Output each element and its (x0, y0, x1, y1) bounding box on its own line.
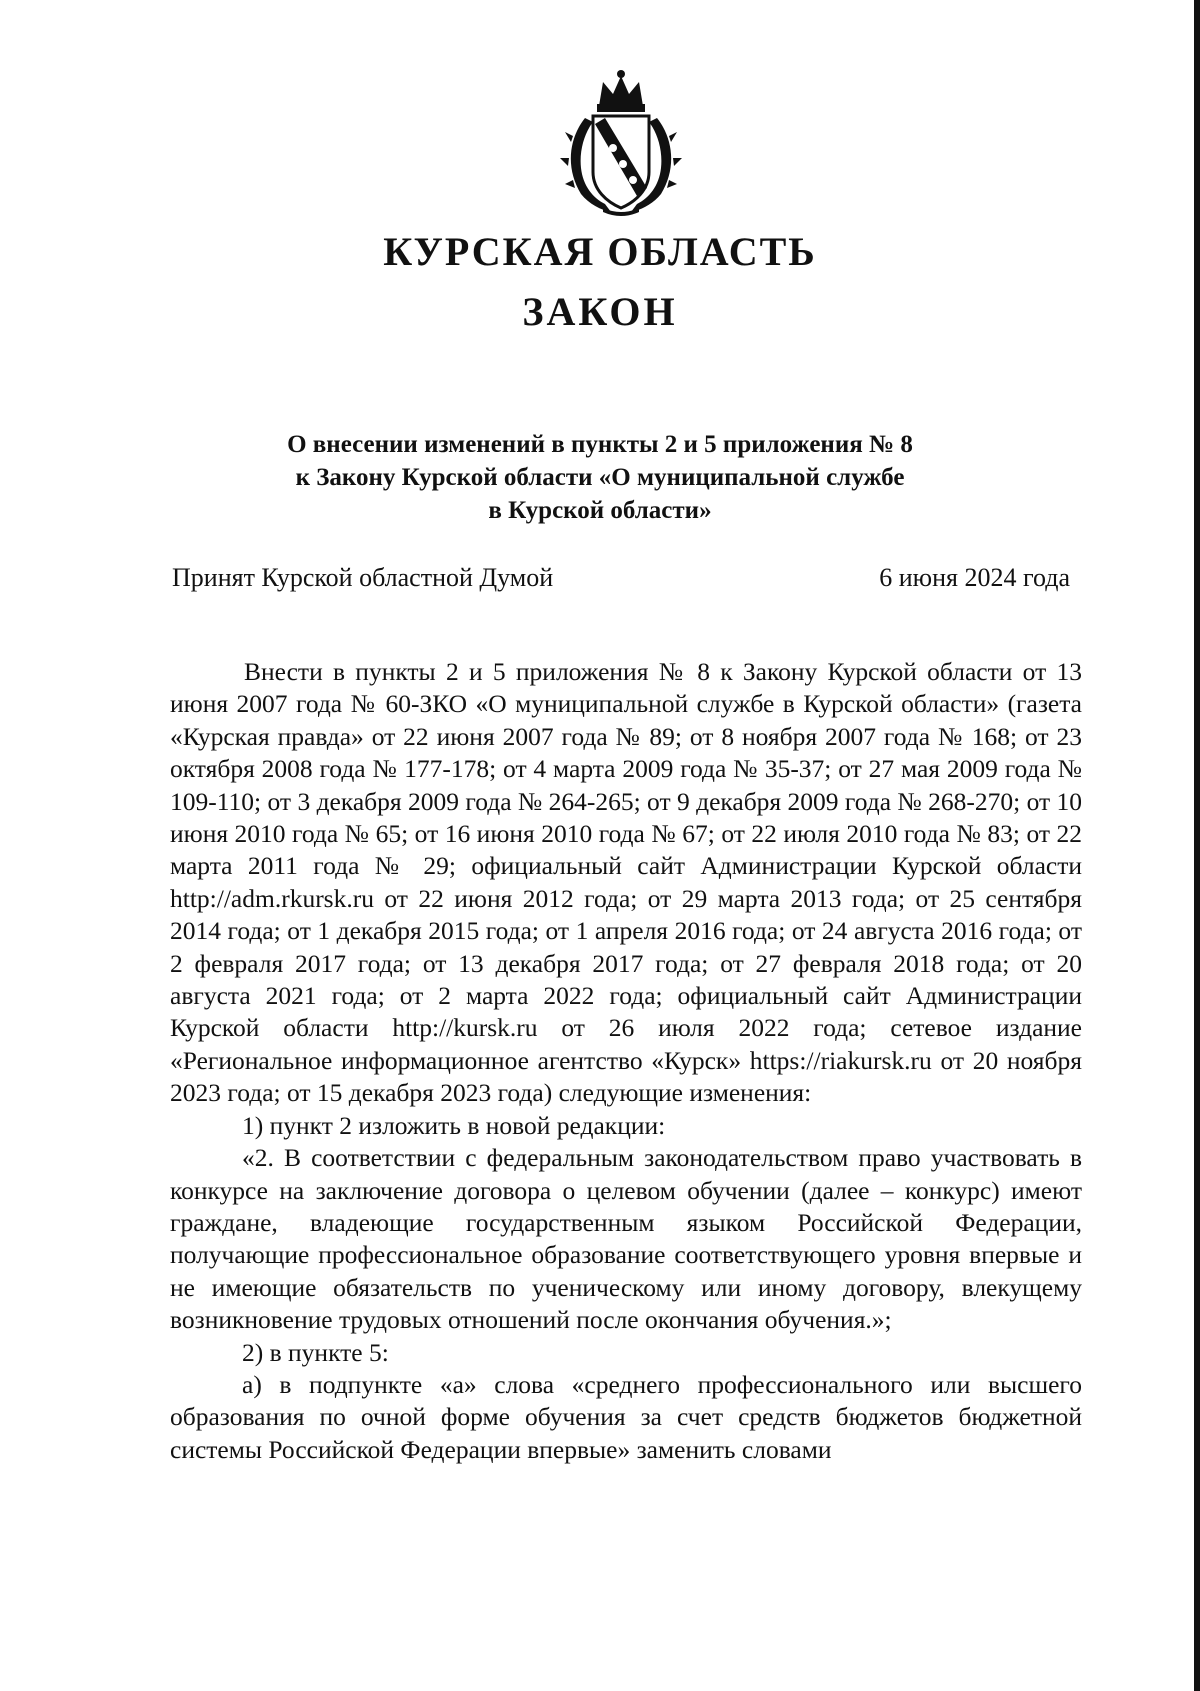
law-title-line: в Курской области» (488, 497, 712, 524)
amendment-item-2: 2) в пункте 5: (242, 1337, 389, 1367)
amendment-item-2a: а) в подпункте «а» слова «среднего профессионального или высшего образования по очной форме обучения за счет средств бюджетов бюджетной системы Российской Федерации впервые» заменить словами (170, 1369, 1082, 1464)
kursk-coat-of-arms-icon (555, 68, 687, 216)
amendment-item-1-text: «2. В соответствии с федеральным законодательством право участвовать в конкурсе на заключение договора о целевом обучении (далее – конкурс) имеют граждане, владеющие государственным языком Российской Федерации, получающие профессиональное образование соответствующего уровня впервые и не имеющие обязательств по ученическому или иному договору, влекущему возникновение трудовых отношений после окончания обучения.»; (170, 1143, 1082, 1335)
law-title-line: О внесении изменений в пункты 2 и 5 приложения № 8 (287, 431, 913, 458)
adoption-date: 6 июня 2024 года (879, 563, 1070, 592)
region-title: КУРСКАЯ ОБЛАСТЬ (383, 229, 817, 274)
law-body (170, 656, 1082, 1466)
adopted-by: Принят Курской областной Думой (172, 563, 554, 592)
law-title (180, 428, 1020, 527)
amendment-item-1: 1) пункт 2 изложить в новой редакции: (242, 1110, 666, 1140)
law-title-line: к Закону Курской области «О муниципальной службе (295, 464, 905, 491)
intro-paragraph: Внести в пункты 2 и 5 приложения № 8 к Закону Курской области от 13 июня 2007 года № 60-ЗКО «О муниципальной службе в Курской области» (газета «Курская правда» от 22 июня 2007 года № 89; от 8 ноября 2007 года № 168; от 23 октября 2008 года № 177-178; от 4 марта 2009 года № 35-37; от 27 мая 2009 года № 109-110; от 3 декабря 2009 года № 264-265; от 9 декабря 2009 года № 268-270; от 10 июня 2010 года № 65; от 16 июня 2010 года № 67; от 22 июля 2010 года № 83; от 22 марта 2011 года № 29; официальный сайт Администрации Курской области http://adm.rkursk.ru от 22 июня 2012 года; от 29 марта 2013 года; от 25 сентября 2014 года; от 1 декабря 2015 года; от 1 апреля 2016 года; от 24 августа 2016 года; от 2 февраля 2017 года; от 13 декабря 2017 года; от 27 февраля 2018 года; от 20 августа 2021 года; от 2 марта 2022 года; официальный сайт Администрации Курской области http://kursk.ru от 26 июля 2022 года; сетевое издание «Региональное информационное агентство «Курск» https://riakursk.ru от 20 ноября 2023 года; от 15 декабря 2023 года) следующие изменения: (170, 657, 1083, 1108)
document-type: ЗАКОН (522, 289, 678, 334)
